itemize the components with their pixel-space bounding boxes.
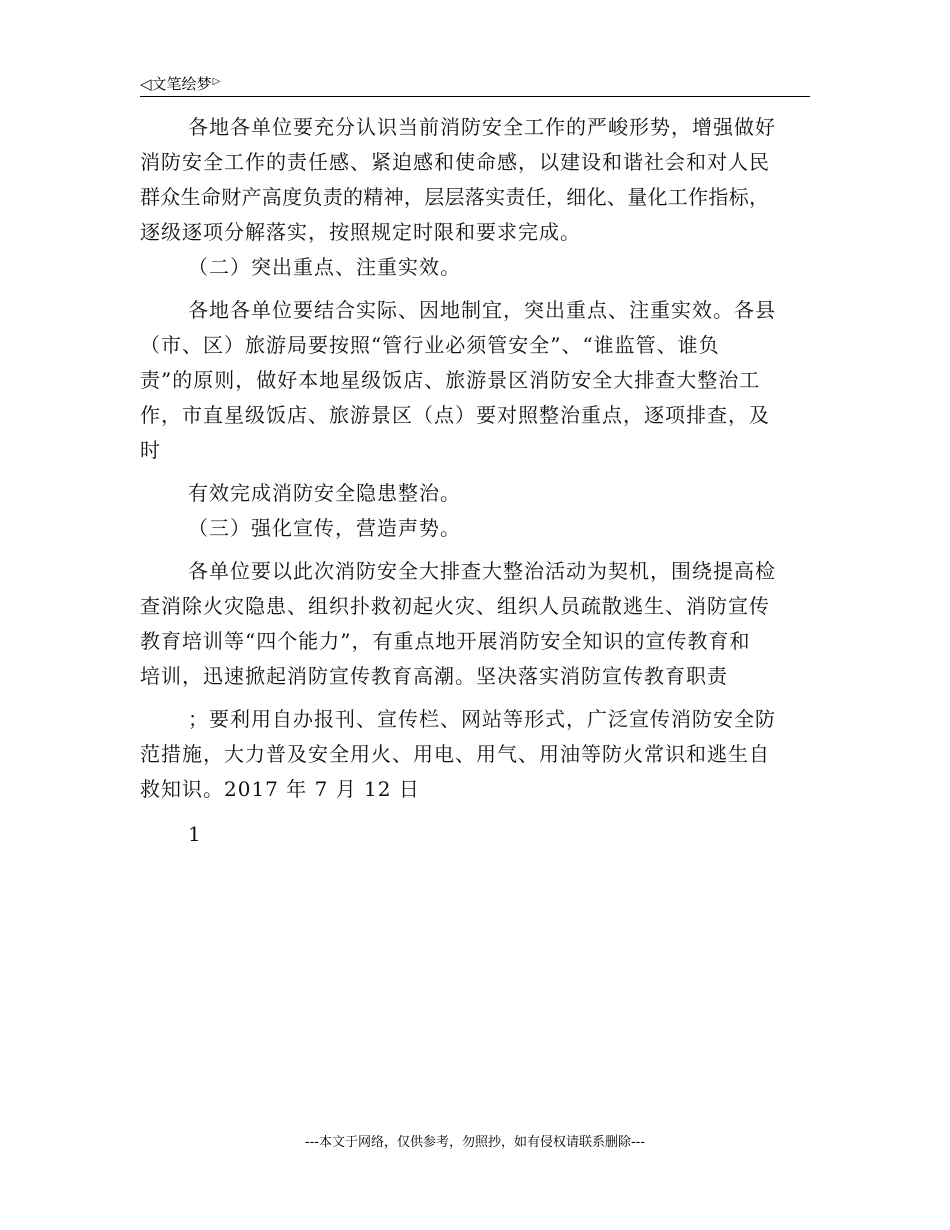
body-line: 培训，迅速掀起消防宣传教育高潮。坚决落实消防宣传教育职责 [140,664,728,688]
body-line: 逐级逐项分解落实，按照规定时限和要求完成。 [140,220,581,244]
body-line: 教育培训等“四个能力”，有重点地开展消防安全知识的宣传教育和 [140,629,751,653]
document-body [140,110,812,852]
body-line: 消防安全工作的责任感、紧迫感和使命感，以建设和谐社会和对人民 [140,150,770,174]
page-number: 1 [188,822,201,846]
body-line: 有效完成消防安全隐患整治。 [188,481,461,505]
header-logo [140,75,220,93]
body-line: 时 [140,438,161,462]
body-line: 各地各单位要结合实际、因地制宜，突出重点、注重实效。各县 [188,298,776,322]
left-triangle-icon: ◁ [140,75,152,93]
footer-notice: ---本文于网络，仅供参考，勿照抄，如有侵权请联系删除--- [304,1135,646,1150]
body-line: 范措施，大力普及安全用火、用电、用气、用油等防火常识和逃生自 [140,742,770,766]
header-title: 文笔绘梦 [151,75,212,93]
body-line: 作，市直星级饭店、旅游景区（点）要对照整治重点，逐项排查，及 [140,403,770,427]
right-triangle-icon: ▷ [212,76,221,87]
body-line: 群众生命财产高度负责的精神，层层落实责任，细化、量化工作指标， [140,185,770,209]
body-line: 各地各单位要充分认识当前消防安全工作的严峻形势，增强做好 [188,115,776,139]
body-line: 救知识。2017 年 7 月 12 日 [140,777,420,801]
body-line: 查消除火灾隐患、组织扑救初起火灾、组织人员疏散逃生、消防宣传 [140,594,770,618]
body-line: 各单位要以此次消防安全大排查大整治活动为契机，围绕提高检 [188,559,776,583]
body-line: 责”的原则，做好本地星级饭店、旅游景区消防安全大排查大整治工 [140,368,761,392]
section-heading: （三）强化宣传，营造声势。 [188,516,461,540]
page-header [140,74,810,97]
section-heading: （二）突出重点、注重实效。 [188,255,461,279]
body-line: （市、区）旅游局要按照“管行业必须管安全”、“谁监管、谁负 [140,333,720,357]
body-line: ；要利用自办报刊、宣传栏、网站等形式，广泛宣传消防安全防 [188,707,776,731]
